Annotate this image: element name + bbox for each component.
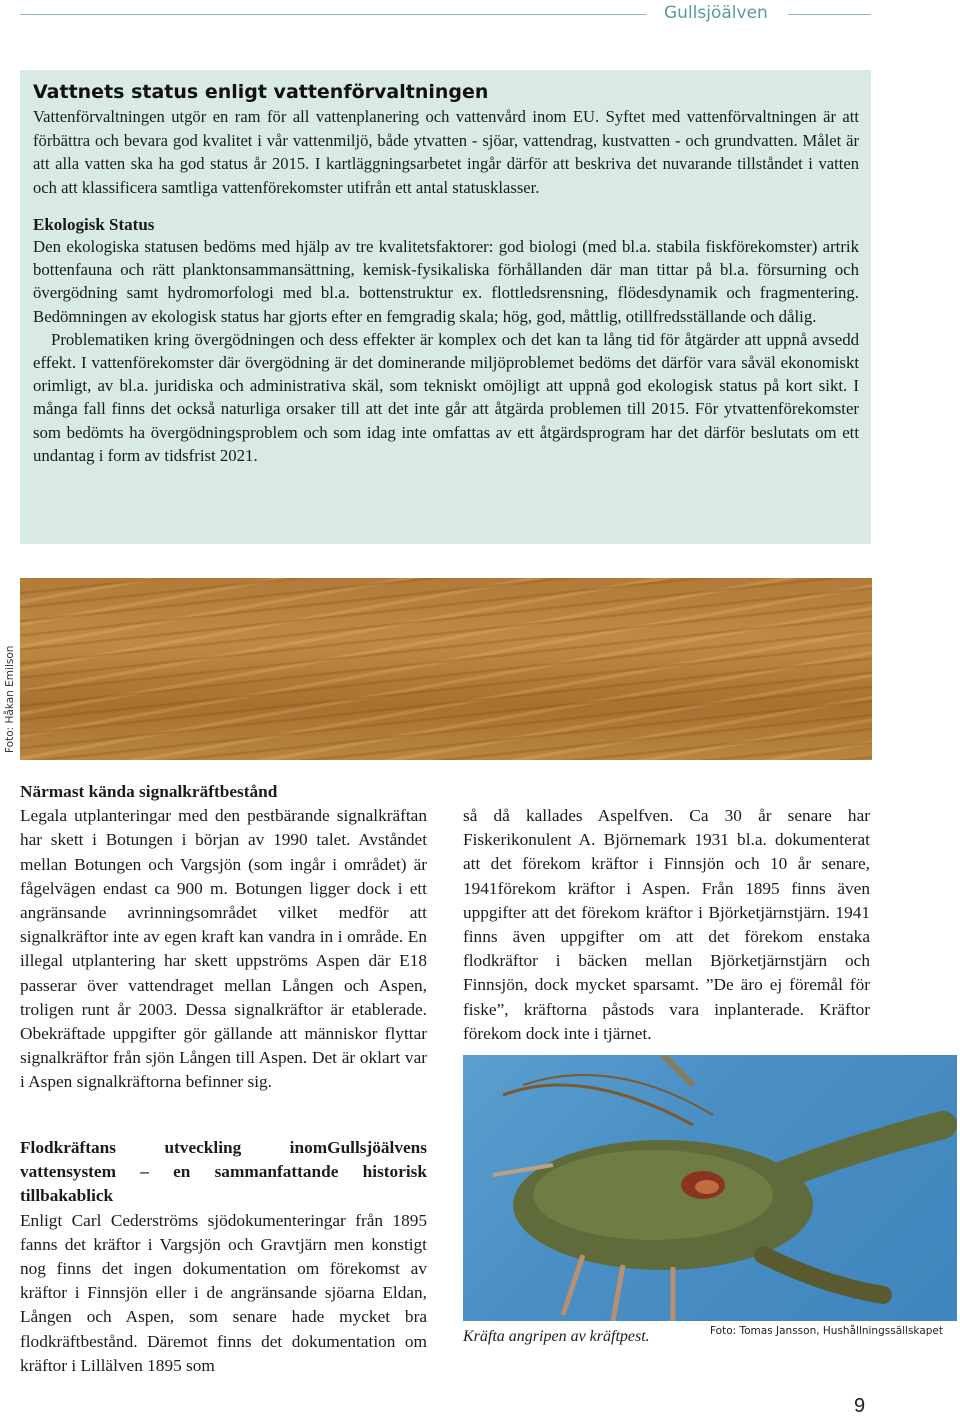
header-rule-right [788, 14, 871, 15]
right-column-body: så då kallades Aspelfven. Ca 30 år senare har Fiskerikonulent A. Björnemark 1931 bl.a. dokumenterat att det förekom kräftor i Finnsjön och 10 år senare, 1941förekom kräftor i Aspen. Från 1895 finns även uppgifter att det förekom kräftor i Björketjärnstjärn. 1941 finns även uppgifter om att det förekom enstaka flodkräftor i bäcken mellan Björketjärnstjärn och Finnsjön, dock mycket sparsamt. ”De äro ej föremål för fiske”, kräftorna påstods vara inplanterade. Kräftor förekom dock inte i tjärnet. [463, 806, 870, 1043]
page-number: 9 [854, 1395, 866, 1417]
eco-heading: Ekologisk Status [33, 215, 155, 234]
status-info-box [20, 70, 871, 544]
eco-paragraph-2: Problematiken kring övergödningen och dess effekter är komplex och det kan ta lång tid för åtgärder att uppnå avsedd effekt. I vattenförekomster där övergödning är det dominerande miljöproblemet bedöms det därför vara såväl ekonomiskt orimligt, av bl.a. juridiska och administrativa skäl, som tekniskt omöjligt att uppnå god ekologisk status på kort sikt. I många fall finns det också naturliga orsaker till att det inte går att åtgärda problemen till 2015. För ytvattenförekomster som bedömts ha övergödningsproblem och som idag inte omfattas av ett åtgärdsprogram har det därför beslutats om ett undantag i form av tidsfrist 2021. [33, 329, 859, 465]
crayfish-photo [463, 1055, 957, 1321]
section-body: Enligt Carl Cederströms sjödokumenteringar från 1895 fanns det kräftor i Vargsjön och Gravtjärn men konstigt nog finns det ingen dokumentation om förekomst av kräftor i Finnsjön eller i de angränsande sjöarna Eldan, Lången och Aspen, som senare hade mycket bra flodkräftbestånd. Däremot finns det dokumentation om kräftor i Lillälven 1895 som [20, 1210, 427, 1375]
crayfish-illustration [463, 1055, 957, 1321]
riverbed-photo [20, 578, 872, 760]
section-signalkraftor [20, 780, 427, 1095]
section-flodkraftor [20, 1136, 427, 1378]
box-intro: Vattenförvaltningen utgör en ram för all vattenplanering och vattenvård inom EU. Syftet med vattenförvaltningen är att förbättra och bevara god kvalitet i vår vattenmiljö, både ytvatten - sjöar, vattendrag, kustvatten - och grundvatten. Målet är att alla vatten ska ha god status år 2015. I kartläggningsarbetet ingår därför att beskriva det nuvarande tillståndet i vatten och att klassificera samtliga vattenförekomster utifrån ett antal statusklasser. [33, 107, 859, 197]
eco-paragraph-1: Den ekologiska statusen bedöms med hjälp av tre kvalitetsfaktorer: god biologi (med bl.a. stabila fiskförekomster) artrik bottenfauna och rätt planktonsammansättning, kemisk-fysikaliska förhållanden där man tittar på bl.a. försurning och övergödning samt hydromorfologi med bl.a. bottenstruktur ex. flottledsrensning, flödesdynamik och fragmentering. Bedömningen av ekologisk status har gjorts efter en femgradig skala; hög, god, måttlig, otillfredsställande och dålig. [33, 237, 859, 326]
section-heading: Närmast kända signalkräftbestånd [20, 782, 278, 801]
running-title: Gullsjöälven [664, 3, 768, 23]
crayfish-caption: Kräfta angripen av kräftpest. [463, 1328, 650, 1345]
riverbed-photo-credit: Foto: Håkan Emilson [4, 645, 16, 753]
section-body: Legala utplanteringar med den pestbärande signalkräftan har skett i Botungen i början av 1990 talet. Avståndet mellan Botungen och Vargsjön (som ingår i området) är fågelvägen endast ca 900 m. Botungen ligger dock i ett angränsande avrinningsområdet vilket medför att signalkräftor inte av egen kraft kan vandra in i område. En illegal utplantering har skett uppströms Aspen där E18 passerar över vattendraget mellan Lången och Aspen, troligen runt år 2003. Dessa signalkräftor är etablerade. Obekräftade uppgifter gör gällande att människor flyttar signalkräftor från sjön Lången till Aspen. Det är oklart var i Aspen signalkräftorna befinner sig. [20, 806, 427, 1092]
header-rule-left [20, 14, 646, 15]
section-heading: Flodkräftans utveckling inomGullsjöälvens vattensystem – en sammanfattande historisk tillbakablick [20, 1138, 427, 1206]
box-title: Vattnets status enligt vattenförvaltningen [33, 81, 489, 103]
crayfish-photo-credit: Foto: Tomas Jansson, Hushållningssällskapet [710, 1325, 943, 1337]
right-column [463, 804, 870, 1046]
